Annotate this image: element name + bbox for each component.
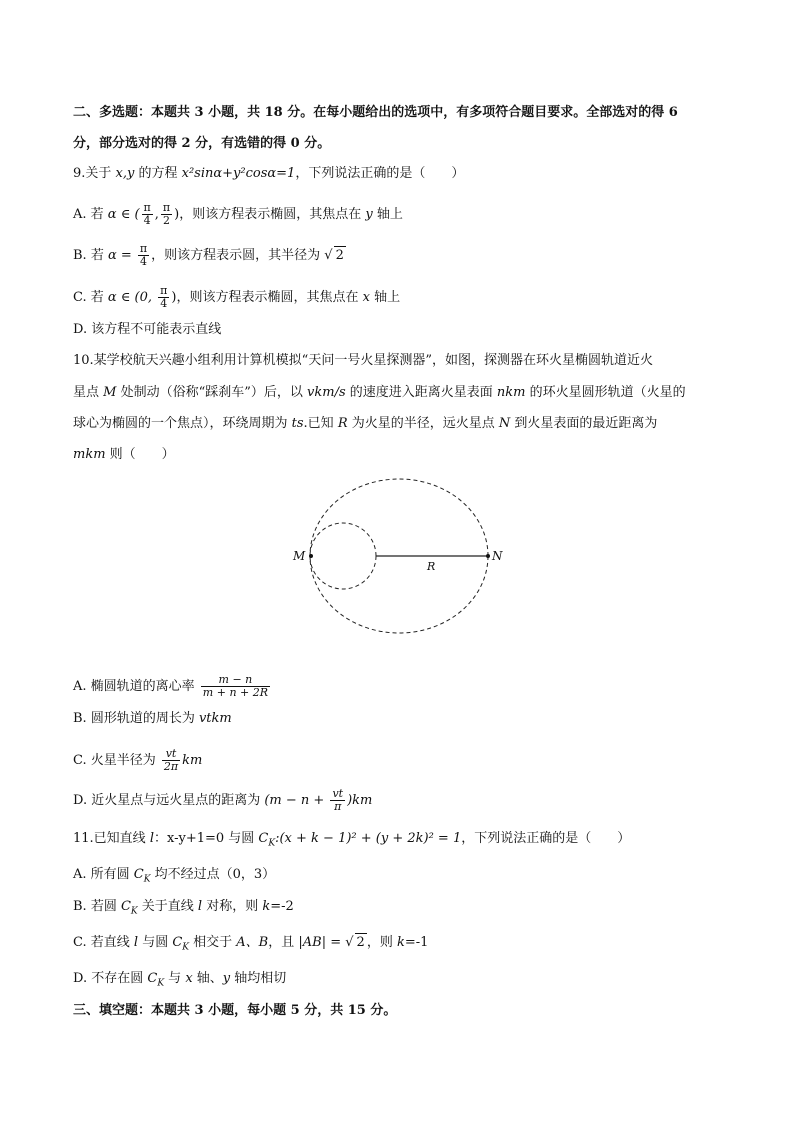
section3-header: 三、填空题：本题共 3 小题，每小题 5 分，共 15 分。	[73, 1003, 397, 1018]
q11-stem: 11.已知直线 l：x-y+1=0 与圆 $C_K:(x + k - 1)^2 + (y + 2k)^2 = 1$，下列说法正确的是（ ）	[73, 831, 631, 849]
q9-option-a: A. 若 α ∈ ( $\frac{\pi}{4}$ , $\frac{\pi}{2}$ )，则该方程表示椭圆，其焦点在 y 轴上	[73, 201, 403, 227]
q10-option-b: B. 圆形轨道的周长为 vtkm	[73, 711, 232, 726]
q9-option-c: C. 若 α ∈ (0, $\frac{\pi}{4}$ )，则该方程表示椭圆，其焦点在 x 轴上	[73, 284, 401, 310]
q11-option-d: D. 不存在圆 $C_K$ 与 x 轴、y 轴均相切	[73, 971, 287, 989]
q10-stem-line3: 球心为椭圆的一个焦点），环绕周期为 ts.已知 R 为火星的半径，远火星点 N 到火星表面的最近距离为	[73, 416, 658, 431]
q10-stem-line2: 星点 M 处制动（俗称“踩刹车”）后，以 vkm/s 的速度进入距离火星表面 nkm 的环火星圆形轨道（火星的	[73, 385, 686, 400]
label-r: R	[427, 560, 436, 573]
q9-stem: 9.关于 x,y 的方程 x²sinα+y²cosα=1，下列说法正确的是（ ）	[73, 166, 465, 181]
point-m	[309, 554, 313, 558]
q10-stem-line1: 10.某学校航天兴趣小组利用计算机模拟“天问一号火星探测器”，如图，探测器在环火星椭圆轨道近火	[73, 353, 653, 368]
q10-option-d: D. 近火星点与远火星点的距离为 (m − n + $\frac{vt}{\pi}$ )km	[73, 787, 373, 813]
orbit-diagram	[280, 478, 520, 638]
q10-option-a: A. 椭圆轨道的离心率 $\frac{m - n}{m + n + 2R}$	[73, 673, 269, 699]
circular-orbit	[310, 523, 376, 589]
q9-option-d: D. 该方程不可能表示直线	[73, 322, 222, 337]
q11-option-a: A. 所有圆 $C_K$ 均不经过点（0，3）	[73, 867, 276, 885]
q10-stem-line4: mkm 则（ ）	[73, 447, 175, 462]
q11-option-b: B. 若圆 $C_K$ 关于直线 l 对称，则 k=-2	[73, 899, 294, 917]
q11-option-c: C. 若直线 l 与圆 $C_K$ 相交于 A、B，且 |AB| = √ 2 ，则 k=-1	[73, 935, 429, 953]
q9-option-b: B. 若 α = $\frac{\pi}{4}$ ，则该方程表示圆，其半径为 √ 2	[73, 242, 344, 268]
section2-header-line2: 分，部分选对的得 2 分，有选错的得 0 分。	[73, 136, 331, 151]
section2-header-line1: 二、多选题：本题共 3 小题，共 18 分。在每小题给出的选项中，有多项符合题目要求。全部选对的得 6	[73, 105, 678, 120]
label-n: N	[492, 549, 503, 563]
label-m: M	[293, 549, 306, 563]
point-n	[486, 554, 490, 558]
q10-option-c: C. 火星半径为 $\frac{vt}{2\pi}$ km	[73, 747, 203, 773]
